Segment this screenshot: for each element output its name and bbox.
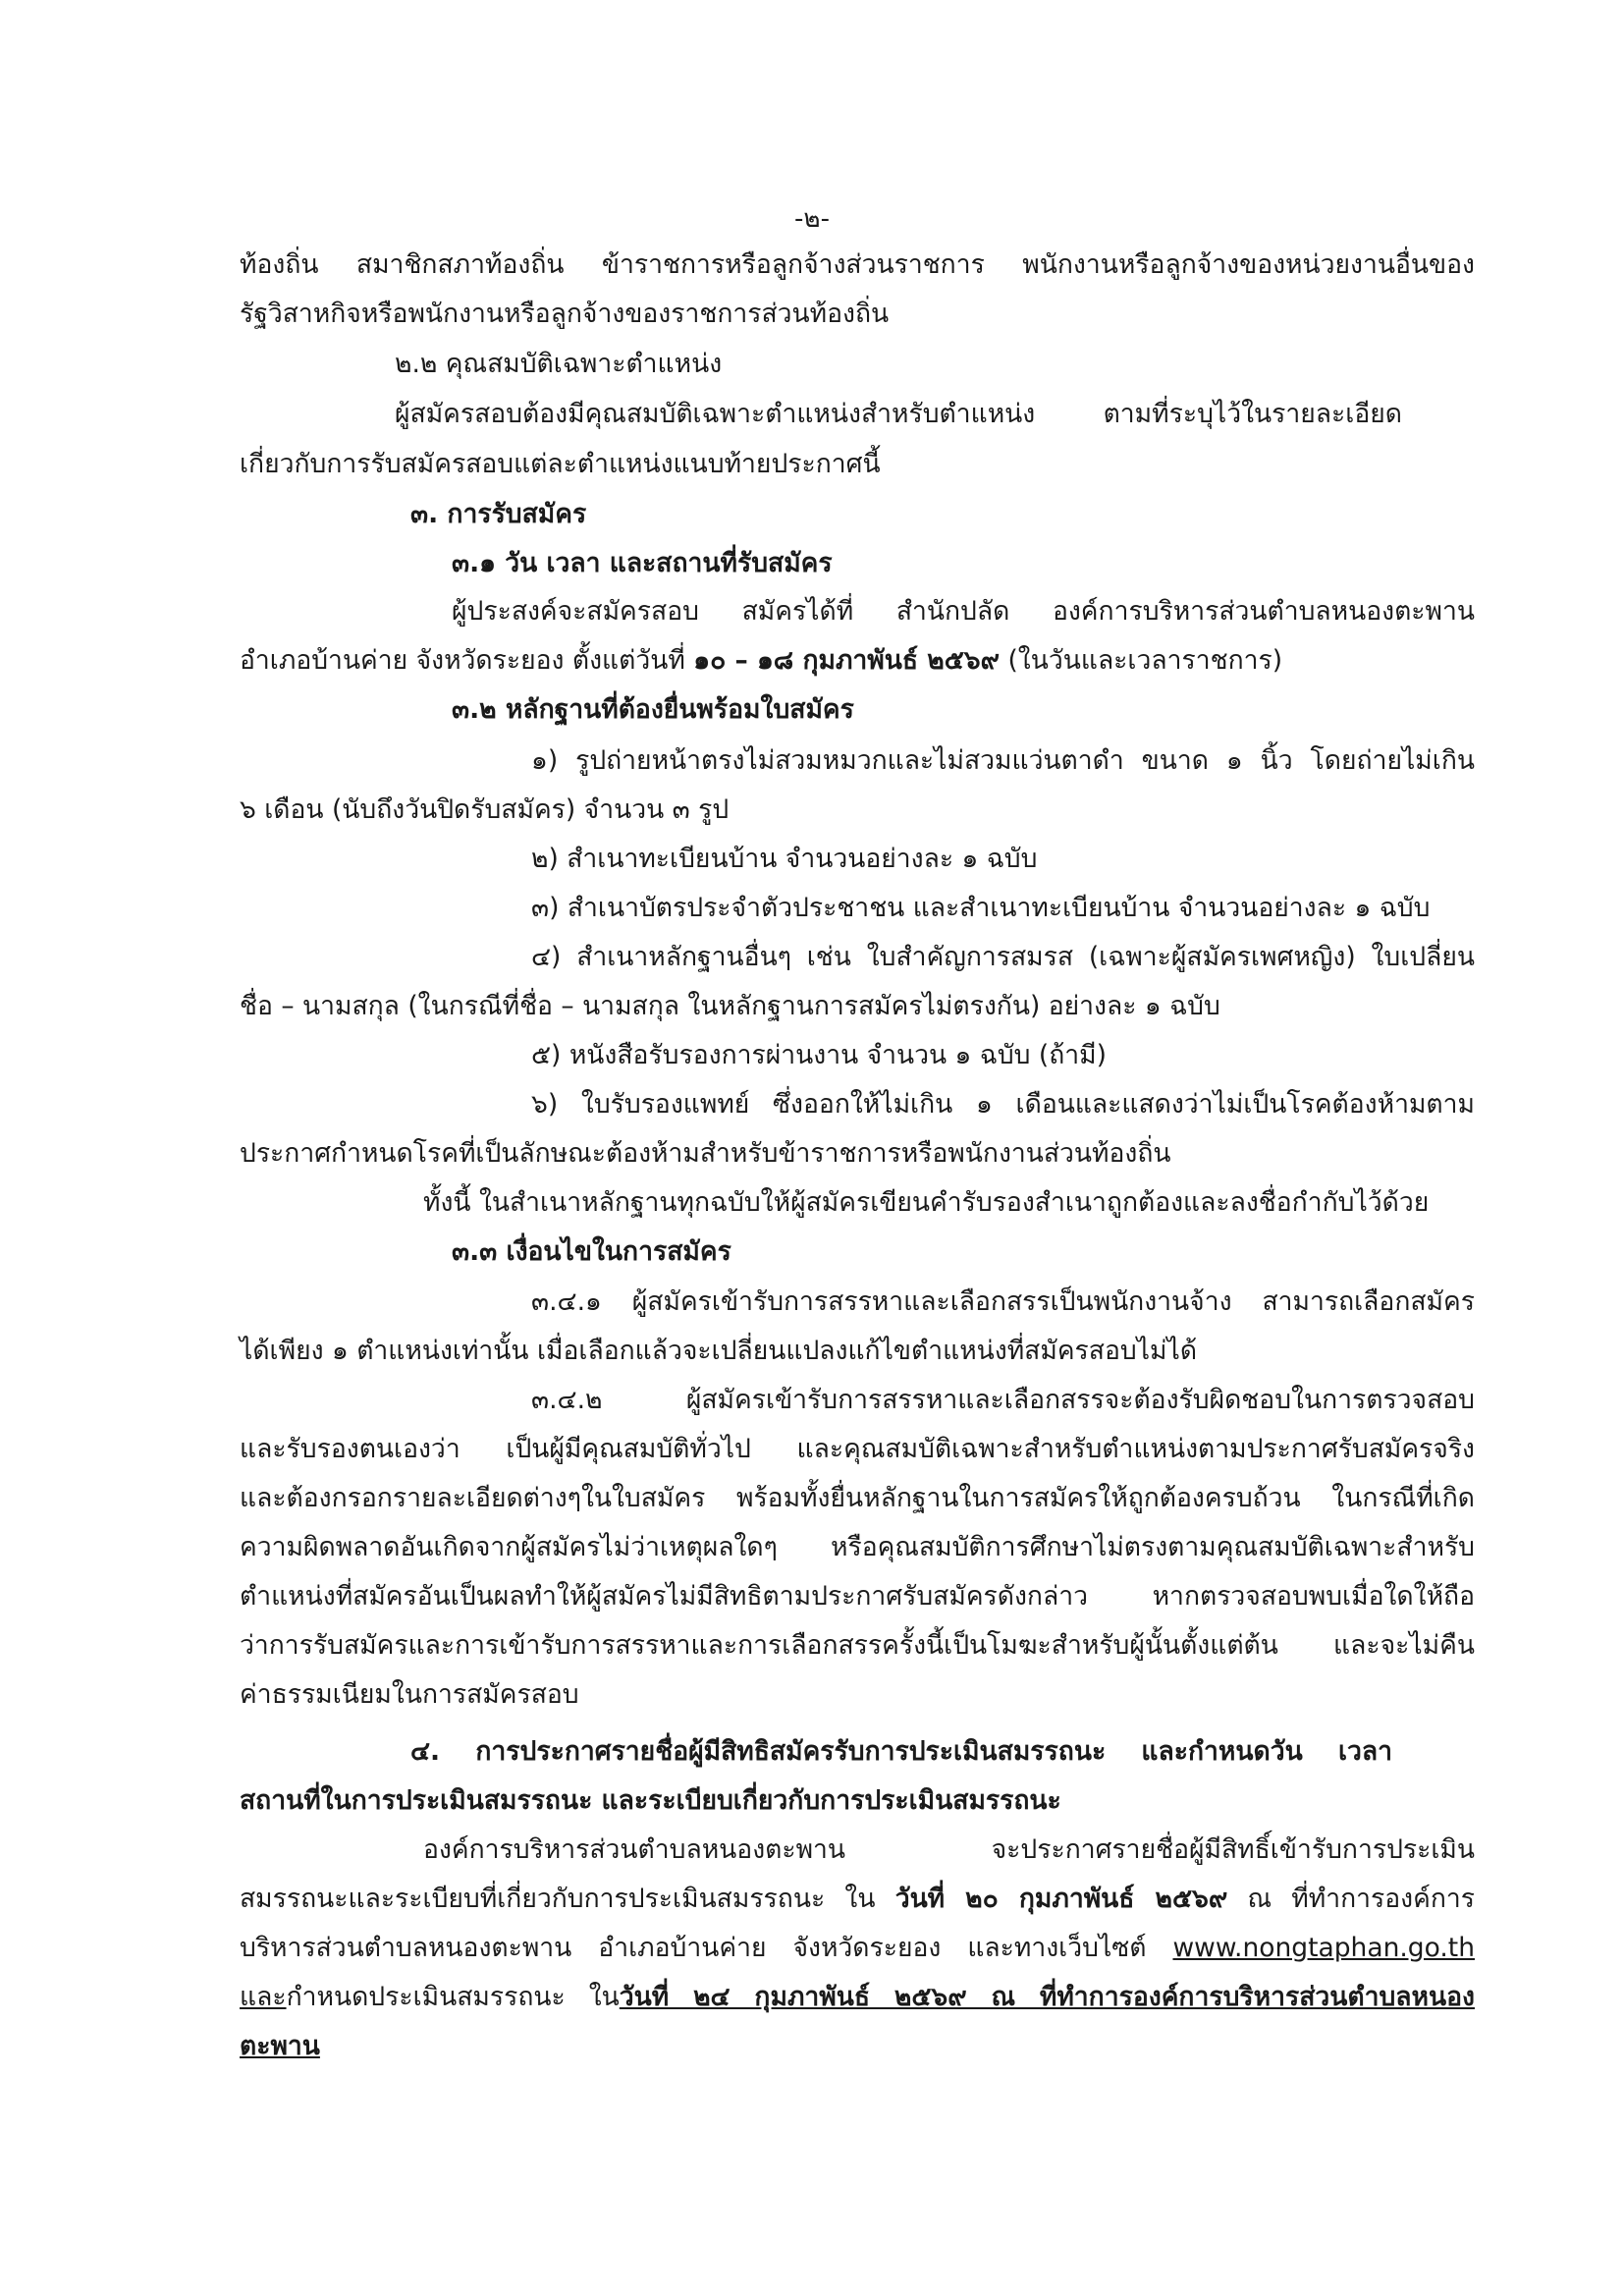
list-item: ๓) สำเนาบัตรประจำตัวประชาชน และสำเนาทะเบียนบ้าน จำนวนอย่างละ ๑ ฉบับ [531,893,1431,923]
paragraph-line: องค์การบริหารส่วนตำบลหนองตะพาน จะประกาศรายชื่อผู้มีสิทธิ์เข้ารับการประเมิน [423,1834,1475,1865]
paragraph-line: ผู้ประสงค์จะสมัครสอบ สมัครได้ที่ สำนักปลัด องค์การบริหารส่วนตำบลหนองตะพาน [452,596,1475,627]
paragraph-line: ตะพาน [240,2031,320,2061]
text: บริหารส่วนตำบลหนองตะพาน อำเภอบ้านค่าย จังหวัดระยอง และทางเว็บไซต์ [240,1933,1173,1963]
paragraph-line: เกี่ยวกับการรับสมัครสอบแต่ละตำแหน่งแนบท้ายประกาศนี้ [240,449,881,479]
list-item: ๕) หนังสือรับรองการผ่านงาน จำนวน ๑ ฉบับ (ถ้ามี) [531,1040,1107,1070]
paragraph-line [240,1978,1475,2017]
paragraph-line: ได้เพียง ๑ ตำแหน่งเท่านั้น เมื่อเลือกแล้วจะเปลี่ยนแปลงแก้ไขตำแหน่งที่สมัครสอบไม่ได้ [240,1336,1198,1366]
paragraph-line: ว่าการรับสมัครและการเข้ารับการสรรหาและการเลือกสรรครั้งนี้เป็นโมฆะสำหรับผู้นั้นตั้งแต่ต้น และจะไม่คืน [240,1630,1475,1661]
assessment-date: วันที่ ๒๔ กุมภาพันธ์ ๒๕๖๙ ณ ที่ทำการองค์การบริหารส่วนตำบลหนอง [619,1982,1475,2012]
text: อำเภอบ้านค่าย จังหวัดระยอง ตั้งแต่วันที่ [240,645,694,676]
section-heading-3-3: ๓.๓ เงื่อนไขในการสมัคร [452,1236,731,1267]
list-item-continuation: ๖ เดือน (นับถึงวันปิดรับสมัคร) จำนวน ๓ รูป [240,794,730,825]
website-link[interactable]: www.nongtaphan.go.th [1172,1933,1475,1963]
paragraph-line: ตำแหน่งที่สมัครอันเป็นผลทำให้ผู้สมัครไม่มีสิทธิตามประกาศรับสมัครดังกล่าว หากตรวจสอบพบเมื่อใดให้ถือ [240,1581,1475,1612]
section-heading-4: ๔. การประกาศรายชื่อผู้มีสิทธิสมัครรับการประเมินสมรรถนะ และกำหนดวัน เวลา [410,1736,1392,1767]
list-item: ๒) สำเนาทะเบียนบ้าน จำนวนอย่างละ ๑ ฉบับ [531,844,1038,874]
list-item: ๑) รูปถ่ายหน้าตรงไม่สวมหมวกและไม่สวมแว่นตาดำ ขนาด ๑ นิ้ว โดยถ่ายไม่เกิน [531,745,1475,776]
list-item: ๖) ใบรับรองแพทย์ ซึ่งออกให้ไม่เกิน ๑ เดือนและแสดงว่าไม่เป็นโรคต้องห้ามตาม [531,1089,1475,1120]
paragraph-line: ความผิดพลาดอันเกิดจากผู้สมัครไม่ว่าเหตุผลใดๆ หรือคุณสมบัติการศึกษาไม่ตรงตามคุณสมบัติเฉพาะสำหรับ [240,1532,1475,1562]
section-heading-2-2: ๒.๒ คุณสมบัติเฉพาะตำแหน่ง [395,349,723,379]
text: สมรรถนะและระเบียบที่เกี่ยวกับการประเมินสมรรถนะ ใน [240,1884,895,1914]
section-heading-4-cont: สถานที่ในการประเมินสมรรถนะ และระเบียบเกี่ยวกับการประเมินสมรรถนะ [240,1785,1061,1816]
paragraph-line: ทั้งนี้ ในสำเนาหลักฐานทุกฉบับให้ผู้สมัครเขียนคำรับรองสำเนาถูกต้องและลงชื่อกำกับไว้ด้วย [423,1187,1430,1218]
paragraph-line: ๓.๔.๒ ผู้สมัครเข้ารับการสรรหาและเลือกสรรจะต้องรับผิดชอบในการตรวจสอบ [531,1385,1475,1415]
paragraph-line: และต้องกรอกรายละเอียดต่างๆในใบสมัคร พร้อมทั้งยื่นหลักฐานในการสมัครให้ถูกต้องครบถ้วน ในกรณีที่เกิด [240,1483,1475,1513]
list-item: ๔) สำเนาหลักฐานอื่นๆ เช่น ใบสำคัญการสมรส (เฉพาะผู้สมัครเพศหญิง) ใบเปลี่ยน [531,942,1475,972]
paragraph-line: และรับรองตนเองว่า เป็นผู้มีคุณสมบัติทั่วไป และคุณสมบัติเฉพาะสำหรับตำแหน่งตามประกาศรับสมัครจริง [240,1434,1475,1464]
section-heading-3-2: ๓.๒ หลักฐานที่ต้องยื่นพร้อมใบสมัคร [452,694,854,725]
text: และ [240,1982,287,2012]
paragraph-line: ๓.๔.๑ ผู้สมัครเข้ารับการสรรหาและเลือกสรรเป็นพนักงานจ้าง สามารถเลือกสมัคร [531,1286,1475,1317]
text: ณ ที่ทำการองค์การ [1227,1884,1475,1914]
list-item-continuation: ประกาศกำหนดโรคที่เป็นลักษณะต้องห้ามสำหรับข้าราชการหรือพนักงานส่วนท้องถิ่น [240,1138,1171,1169]
section-heading-3: ๓. การรับสมัคร [410,499,587,529]
application-dates: ๑๐ – ๑๘ กุมภาพันธ์ ๒๕๖๙ [693,645,1001,676]
paragraph-line: รัฐวิสาหกิจหรือพนักงานหรือลูกจ้างของราชการส่วนท้องถิ่น [240,299,890,329]
text: กำหนดประเมินสมรรถนะ ใน [286,1982,620,2012]
text: (ในวันและเวลาราชการ) [1000,645,1283,676]
paragraph-line [240,1929,1475,1968]
announcement-date: วันที่ ๒๐ กุมภาพันธ์ ๒๕๖๙ [894,1884,1228,1914]
page-number: -๒- [794,204,830,234]
list-item-continuation: ชื่อ – นามสกุล (ในกรณีที่ชื่อ – นามสกุล ในหลักฐานการสมัครไม่ตรงกัน) อย่างละ ๑ ฉบับ [240,991,1220,1021]
paragraph-line: ผู้สมัครสอบต้องมีคุณสมบัติเฉพาะตำแหน่งสำหรับตำแหน่ง ตามที่ระบุไว้ในรายละเอียด [395,399,1402,429]
paragraph-line [240,1880,1475,1919]
section-heading-3-1: ๓.๑ วัน เวลา และสถานที่รับสมัคร [452,548,833,578]
paragraph-line: ท้องถิ่น สมาชิกสภาท้องถิ่น ข้าราชการหรือลูกจ้างส่วนราชการ พนักงานหรือลูกจ้างของหน่วยงานอื่นของ [240,249,1475,280]
paragraph-line [240,641,1282,681]
paragraph-line: ค่าธรรมเนียมในการสมัครสอบ [240,1679,579,1710]
